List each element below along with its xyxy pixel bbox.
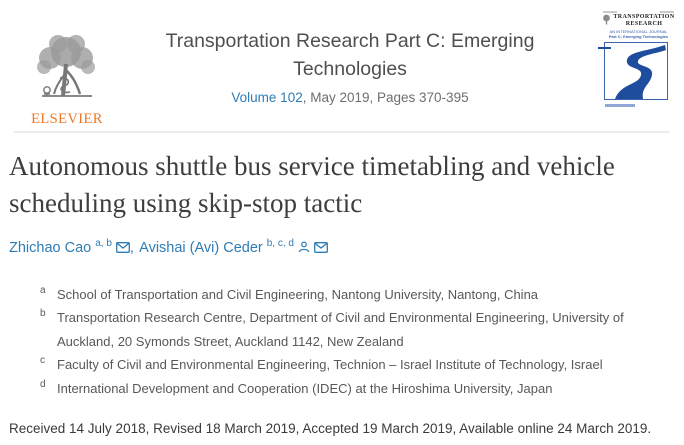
cover-title	[613, 14, 674, 28]
elsevier-wordmark: ELSEVIER	[31, 111, 103, 127]
article-title: Autonomous shuttle bus service timetabling and vehicle scheduling using skip-stop tactic	[9, 151, 615, 218]
affiliation-text: School of Transportation and Civil Engineering, Nantong University, Nantong, China	[57, 286, 539, 302]
affiliation-label: c	[40, 355, 45, 367]
issue-info: , May 2019, Pages 370-395	[302, 90, 469, 105]
elsevier-logo[interactable]	[27, 34, 107, 128]
envelope-icon[interactable]	[314, 242, 328, 253]
affiliation-list	[40, 283, 650, 401]
cover-issn-text-bar	[660, 11, 674, 13]
volume-link[interactable]: Volume 102	[231, 90, 303, 105]
author-name: Avishai (Avi) Ceder	[139, 239, 263, 256]
author-separator: ,	[129, 239, 134, 256]
cover-part-line: Part C: Emerging Technologies	[608, 34, 669, 39]
journal-title-link[interactable]: Transportation Research Part C: Emerging Technologies	[165, 30, 535, 80]
cover-river-art	[604, 42, 668, 100]
person-icon[interactable]	[298, 241, 310, 253]
author-list	[9, 238, 650, 256]
cover-footer-text-bar	[605, 104, 635, 107]
affiliation-text: International Development and Cooperation (IDEC) at the Hiroshima University, Japan	[57, 380, 553, 396]
affiliation-label: a	[40, 284, 46, 296]
author-link-avishai-ceder[interactable]	[139, 240, 294, 256]
envelope-icon[interactable]	[116, 242, 130, 253]
article-dates: Received 14 July 2018, Revised 18 March 2019, Accepted 19 March 2019, Available online 24 March 2019.	[9, 421, 652, 437]
affiliation-item	[40, 283, 647, 307]
affiliation-label: d	[40, 378, 46, 390]
affiliation-item	[40, 377, 647, 401]
affiliation-item	[40, 306, 647, 353]
river-road-graphic	[605, 43, 667, 99]
cover-volume-text-bar	[603, 11, 617, 13]
cover-subtitle: AN INTERNATIONAL JOURNAL	[609, 29, 668, 34]
affiliation-label: b	[40, 308, 46, 320]
author-link-zhichao-cao[interactable]	[9, 240, 112, 256]
affiliation-text: Transportation Research Centre, Department of Civil and Environmental Engineering, University of Auckland, 20 Symonds Street, Auckland 1142, New Zealand	[57, 310, 624, 349]
cover-tick-line	[598, 47, 611, 49]
volume-issue-line	[132, 90, 568, 105]
affiliation-text: Faculty of Civil and Environmental Engineering, Technion – Israel Institute of Technology, Israel	[57, 357, 603, 373]
cover-title-line1: TRANSPORTATION	[613, 14, 675, 20]
cover-tree-icon	[602, 14, 611, 26]
article-meta	[0, 133, 684, 400]
journal-info	[132, 28, 568, 105]
author-affiliation-superscript: a, b	[95, 238, 112, 249]
affiliation-item	[40, 353, 647, 377]
elsevier-tree-icon	[30, 34, 104, 104]
cover-title-line2: RESEARCH	[625, 21, 663, 27]
journal-cover-thumbnail[interactable]	[596, 8, 681, 124]
author-name: Zhichao Cao	[9, 239, 92, 256]
header-divider	[14, 131, 670, 133]
cover-masthead	[596, 14, 681, 28]
journal-banner	[0, 0, 684, 133]
author-affiliation-superscript: b, c, d	[266, 238, 294, 249]
